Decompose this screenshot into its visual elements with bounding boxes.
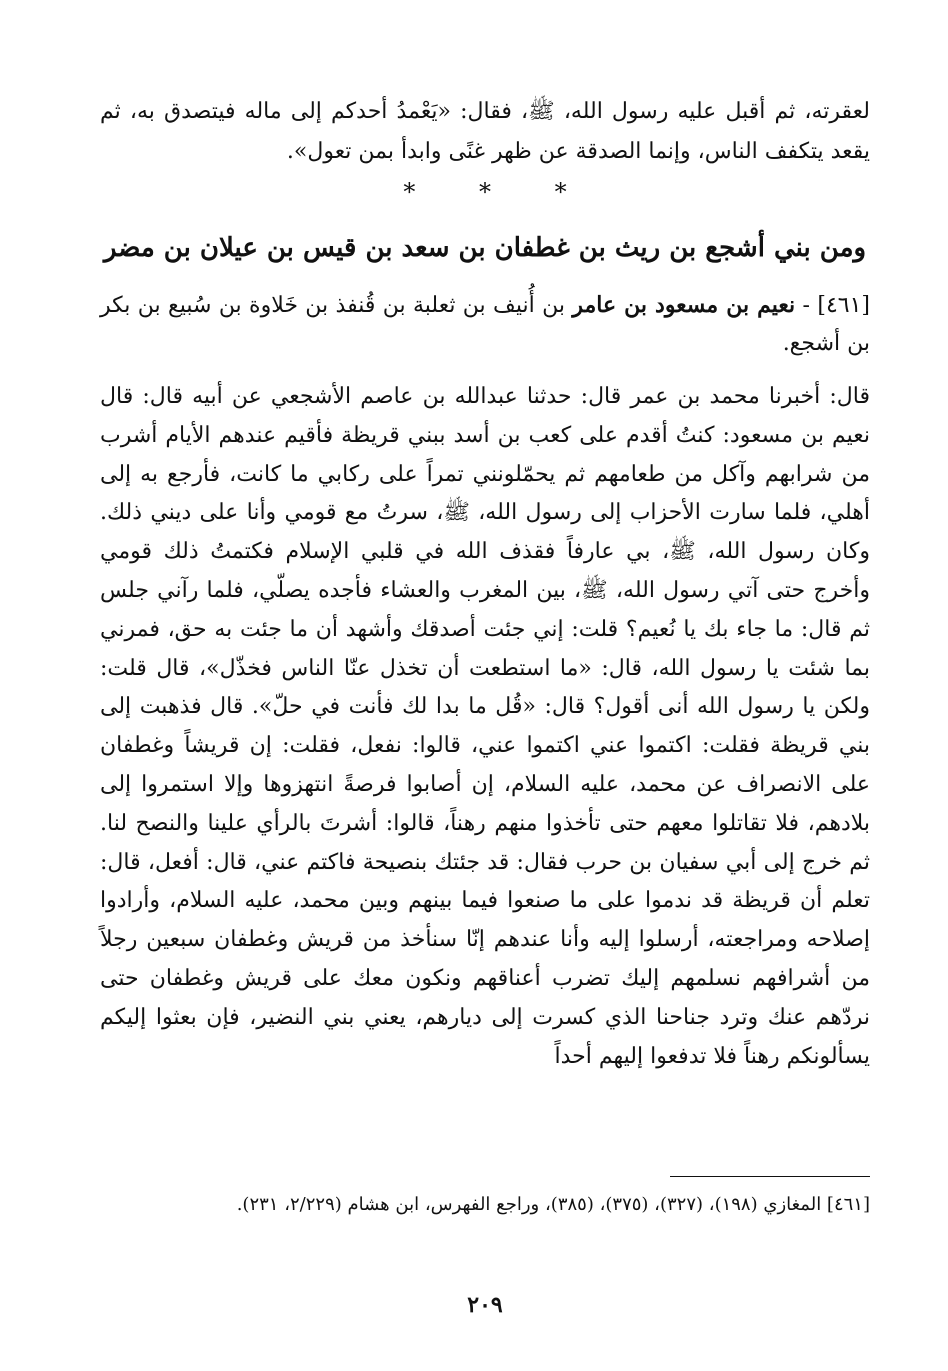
- separator-star: *: [403, 178, 416, 206]
- page-number: ٢٠٩: [467, 1292, 503, 1318]
- body-paragraph: قال: أخبرنا محمد بن عمر قال: حدثنا عبدالله بن عاصم الأشجعي عن أبيه قال: قال نعيم بن مسعود: كنتُ أقدم على كعب بن أسد ببني قريظة فأقيم عندهم الأيام أشرب من شرابهم وآكل من طعامهم ثم يحمّلونني تمراً على ركابي ما كانت، فأرجع به إلى أهلي، فلما سارت الأحزاب إلى رسول الله، ﷺ، سرتُ مع قومي وأنا على ديني ذلك. وكان رسول الله، ﷺ، بي عارفاً فقذف الله في قلبي الإسلام فكتمتُ ذلك قومي وأخرج حتى آتي رسول الله، ﷺ، بين المغرب والعشاء فأجده يصلّي، فلما رآني جلس ثم قال: ما جاء بك يا نُعيم؟ قلت: إني جئت أصدقك وأشهد أن ما جئت به حق، فمرني بما شئت يا رسول الله، قال: «ما استطعت أن تخذل عنّا الناس فخذّل»، قال قلت: ولكن يا رسول الله أنى أقول؟ قال: «قُل ما بدا لك فأنت في حلّ». قال فذهبت إلى بني قريظة فقلت: اكتموا عني اكتموا عني، قالوا: نفعل، فقلت: إن قريشاً وغطفان على الانصراف عن محمد، عليه السلام، إن أصابوا فرصةً انتهزوها وإلا استمروا إلى بلادهم، فلا تقاتلوا معهم حتى تأخذوا منهم رهناً، قالوا: أشرتَ بالرأي علينا والنصح لنا. ثم خرج إلى أبي سفيان بن حرب فقال: قد جئتك بنصيحة فاكتم عني، قال: أفعل، قال: تعلم أن قريظة قد ندموا على ما صنعوا فيما بينهم وبين محمد، عليه السلام، وأرادوا إصلاحه ومراجعته، أرسلوا إليه وأنا عندهم إنّا سنأخذ من قريش وغطفان سبعين رجلاً من أشرافهم نسلمهم إليك تضرب أعناقهم ونكون معك على قريش وغطفان حتى نردّهم عنك وترد جناحنا الذي كسرت إلى ديارهم، يعني بني النضير، فإن بعثوا إليكم يسألونكم رهناً فلا تدفعوا إليهم أحداً: [100, 384, 871, 1069]
- entry-lineage: بن أُنيف بن ثعلبة بن قُنفذ بن خَلاوة بن سُبيع بن بكر بن أشجع.: [100, 293, 870, 356]
- entry-name: نعيم بن مسعود بن عامر: [572, 292, 796, 318]
- separator-star: *: [479, 178, 491, 206]
- section-separator: [100, 178, 870, 206]
- separator-star: *: [554, 178, 567, 206]
- entry-header: [100, 286, 870, 363]
- footnote-divider: [670, 1176, 870, 1177]
- footnote: [٤٦١] المغازي (١٩٨)، (٣٢٧)، (٣٧٥)، (٣٨٥)، وراجع الفهرس، ابن هشام (٢/٢٢٩، ٢٣١).: [236, 1194, 870, 1215]
- entry-number: [٤٦١] -: [802, 293, 870, 318]
- book-page: [100, 0, 870, 1371]
- intro-paragraph: لعقرته، ثم أقبل عليه رسول الله، ﷺ، فقال: «يَعْمدُ أحدكم إلى ماله فيتصدق به، ثم يقعد يتكفف الناس، وإنما الصدقة عن ظهر غنًى وابدأ بمن تعول».: [100, 99, 870, 164]
- section-heading: ومن بني أشجع بن ريث بن غطفان بن سعد بن قيس بن عيلان بن مضر: [103, 233, 867, 263]
